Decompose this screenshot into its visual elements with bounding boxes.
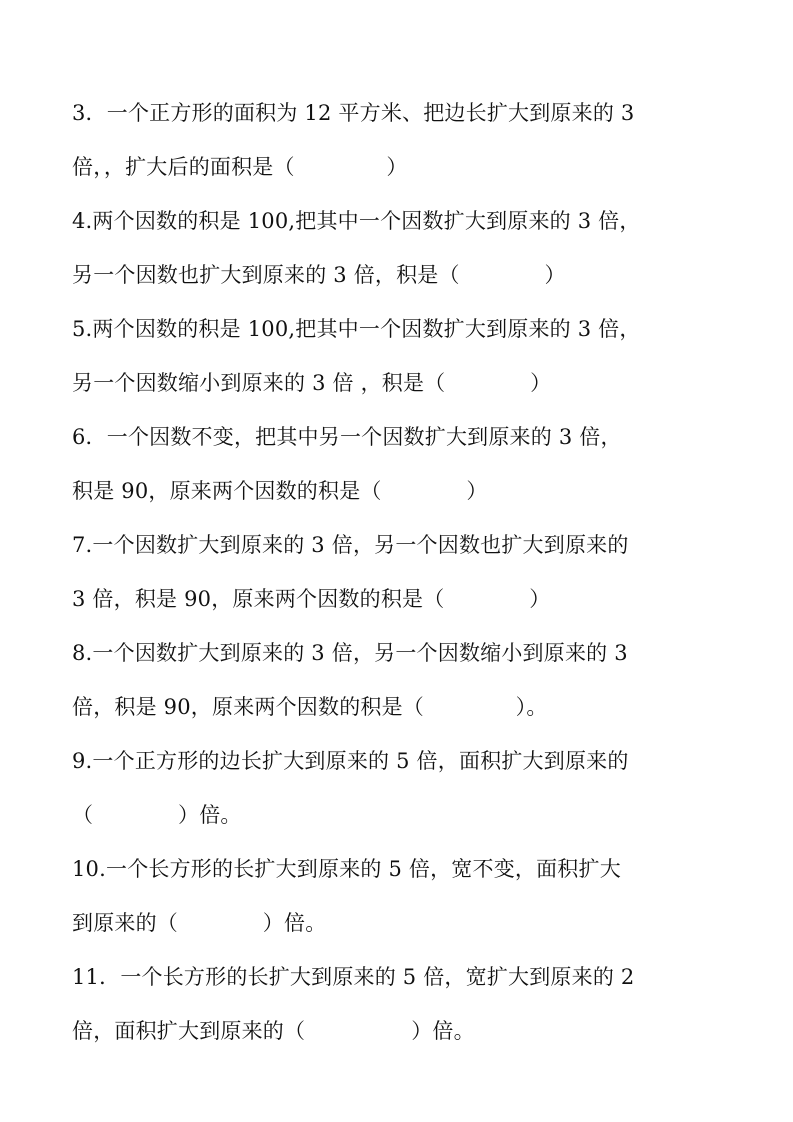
problem-11-line-2: 倍，面积扩大到原来的（ ）倍。 bbox=[72, 1019, 475, 1043]
problem-9-line-1: 9.一个正方形的边长扩大到原来的 5 倍，面积扩大到原来的 bbox=[72, 749, 629, 773]
problem-10-line-1: 10.一个长方形的长扩大到原来的 5 倍，宽不变，面积扩大 bbox=[72, 857, 621, 881]
problem-7-line-2: 3 倍，积是 90，原来两个因数的积是（ ） bbox=[72, 587, 551, 611]
problem-10 bbox=[72, 842, 732, 950]
problem-5-line-2: 另一个因数缩小到原来的 3 倍 ，积是（ ） bbox=[72, 371, 552, 395]
problem-11-line-1: 11．一个长方形的长扩大到原来的 5 倍，宽扩大到原来的 2 bbox=[72, 965, 635, 989]
problem-4-line-1: 4.两个因数的积是 100,把其中一个因数扩大到原来的 3 倍， bbox=[72, 209, 641, 233]
problem-6-line-2: 积是 90，原来两个因数的积是（ ） bbox=[72, 479, 488, 503]
problem-6 bbox=[72, 410, 732, 518]
problem-8-line-2: 倍，积是 90，原来两个因数的积是（ ）。 bbox=[72, 695, 548, 719]
problem-7-line-1: 7.一个因数扩大到原来的 3 倍，另一个因数也扩大到原来的 bbox=[72, 533, 629, 557]
problem-9 bbox=[72, 734, 732, 842]
problem-10-line-2: 到原来的（ ）倍。 bbox=[72, 911, 327, 935]
problem-3-line-1: 3．一个正方形的面积为 12 平方米、把边长扩大到原来的 3 bbox=[72, 101, 635, 125]
problem-5-line-1: 5.两个因数的积是 100,把其中一个因数扩大到原来的 3 倍， bbox=[72, 317, 641, 341]
problem-8-line-1: 8.一个因数扩大到原来的 3 倍，另一个因数缩小到原来的 3 bbox=[72, 641, 628, 665]
problem-9-line-2: （ ）倍。 bbox=[72, 803, 242, 827]
problem-4 bbox=[72, 194, 732, 302]
problem-5 bbox=[72, 302, 732, 410]
problem-11 bbox=[72, 950, 732, 1058]
problem-6-line-1: 6．一个因数不变，把其中另一个因数扩大到原来的 3 倍， bbox=[72, 425, 622, 449]
problem-7 bbox=[72, 518, 732, 626]
problem-3-line-2: 倍，，扩大后的面积是（ ） bbox=[72, 155, 408, 179]
problem-3 bbox=[72, 86, 732, 194]
problem-4-line-2: 另一个因数也扩大到原来的 3 倍，积是（ ） bbox=[72, 263, 566, 287]
problem-8 bbox=[72, 626, 732, 734]
